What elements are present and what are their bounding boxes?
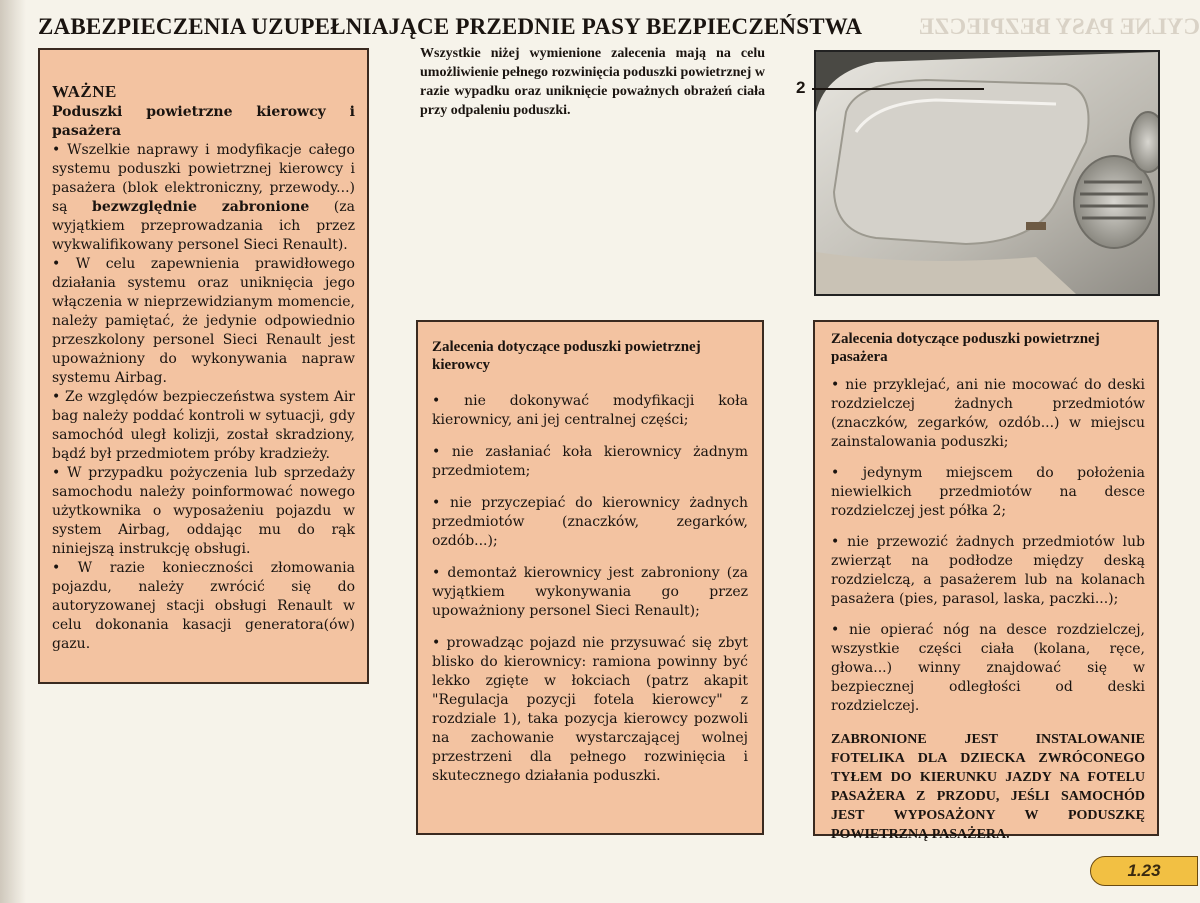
intro-text: Wszystkie niżej wymienione zalecenia mają na celu umożliwienie pełnego rozwinięcia poduszki powietrznej w razie wypadku oraz uniknięcie poważnych obrażeń ciała przy odpaleniu poduszki. bbox=[420, 46, 765, 118]
important-paragraph: • W celu zapewnienia prawidłowego działania systemu oraz uniknięcia jego włączenia w nieprzewidzianym momencie, należy pamiętać, że jedynie odpowiednio przeszkolony personel Sieci Renault jest upoważniony do wykonywania napraw systemu Airbag. bbox=[52, 256, 355, 386]
callout-label-2: 2 bbox=[796, 78, 806, 97]
driver-item: • prowadząc pojazd nie przysuwać się zbyt blisko do kierownicy: ramiona powinny być lekko zgięte w łokciach (patrz akapit "Regulacja pozycji fotela kierowcy" z rozdziale 1), taka pozycja kierowcy pozwoli na zachowanie wystarczającej wolnej przestrzeni dla pełnego rozwinięcia i skutecznego działania poduszki. bbox=[432, 635, 748, 784]
driver-item: • nie przyczepiać do kierownicy żadnych przedmiotów (znaczków, zegarków, ozdób...); bbox=[432, 495, 748, 549]
driver-airbag-box bbox=[416, 320, 764, 835]
dashboard-photo bbox=[814, 50, 1160, 296]
important-paragraph: • Ze względów bezpieczeństwa system Air bag należy poddać kontroli w sytuacji, gdy samochód uległ kolizji, został skradziony, bądź był przedmiotem próby kradzieży. bbox=[52, 389, 355, 462]
important-paragraph: • W przypadku pożyczenia lub sprzedaży samochodu należy poinformować nowego użytkownika o wyposażeniu pojazdu w system Airbag, oddając mu do rąk niniejszą instrukcję obsługi. bbox=[52, 465, 355, 557]
passenger-item: • nie przyklejać, ani nie mocować do deski rozdzielczej żadnych przedmiotów (znaczków, zegarków, ozdób...) w miejscu zainstalowania poduszki; bbox=[831, 377, 1145, 450]
important-paragraph: • W razie konieczności złomowania pojazdu, należy zwrócić się do autoryzowanej stacji obsługi Renault w celu dokonania kasacji generatora(ów) gazu. bbox=[52, 560, 355, 652]
passenger-item: • jedynym miejscem do położenia niewielkich przedmiotów na desce rozdzielczej jest półka 2; bbox=[831, 465, 1145, 519]
callout-line bbox=[812, 88, 984, 90]
driver-item: • demontaż kierownicy jest zabroniony (za wyjątkiem wykonywania go przez upoważniony personel Sieci Renault); bbox=[432, 565, 748, 619]
important-p1-text-end: (za wyjątkiem przeprowadzania ich przez wykwalifikowany personel Sieci Renault). bbox=[52, 199, 355, 253]
important-notice-box bbox=[38, 48, 369, 684]
passenger-item: • nie opierać nóg na desce rozdzielczej, wszystkie części ciała (kolana, ręce, głowa...) winny znajdować się w bezpiecznej odległości od deski rozdzielczej. bbox=[831, 622, 1145, 714]
child-seat-warning: ZABRONIONE JEST INSTALOWANIE FOTELIKA DLA DZIECKA ZWRÓCONEGO TYŁEM DO KIERUNKU JAZDY NA FOTELU PASAŻERA Z PRZODU, JEŚLI SAMOCHÓD JEST WYPOSAŻONY W PODUSZKĘ POWIETRZNĄ PASAŻERA. bbox=[831, 732, 1145, 842]
important-paragraph bbox=[52, 141, 355, 255]
driver-item: • nie zasłaniać koła kierownicy żadnym przedmiotem; bbox=[432, 444, 748, 479]
driver-item: • nie dokonywać modyfikacji koła kierownicy, ani jej centralnej części; bbox=[432, 393, 748, 428]
passenger-airbag-box bbox=[813, 320, 1159, 842]
important-p1-text: • Wszelkie naprawy i modyfikacje całego systemu poduszki powietrznej kierowcy i pasażera (blok elektroniczny, przewody...) są bbox=[52, 142, 355, 215]
bleed-through-title: CYLNE PASY BEZPIECZE bbox=[918, 14, 1200, 39]
driver-box-heading: Zalecenia dotyczące poduszki powietrznej kierowcy bbox=[432, 339, 701, 373]
page-title: ZABEZPIECZENIA UZUPEŁNIAJĄCE PRZEDNIE PASY BEZPIECZEŃSTWA bbox=[38, 14, 863, 39]
important-p1-bold: bezwzględnie zabronione bbox=[92, 199, 310, 215]
page-number: 1.23 bbox=[1090, 856, 1198, 886]
important-heading: WAŻNE bbox=[52, 82, 117, 101]
passenger-box-heading: Zalecenia dotyczące poduszki powietrznej pasażera bbox=[831, 331, 1100, 365]
passenger-item: • nie przewozić żadnych przedmiotów lub zwierząt na podłodze między deską rozdzielczą, a pasażerem lub na kolanach pasażera (pies, parasol, laska, paczki...); bbox=[831, 534, 1145, 607]
important-subheading: Poduszki powietrzne kierowcy i pasażera bbox=[52, 104, 355, 139]
page-gutter-shadow bbox=[0, 0, 26, 903]
